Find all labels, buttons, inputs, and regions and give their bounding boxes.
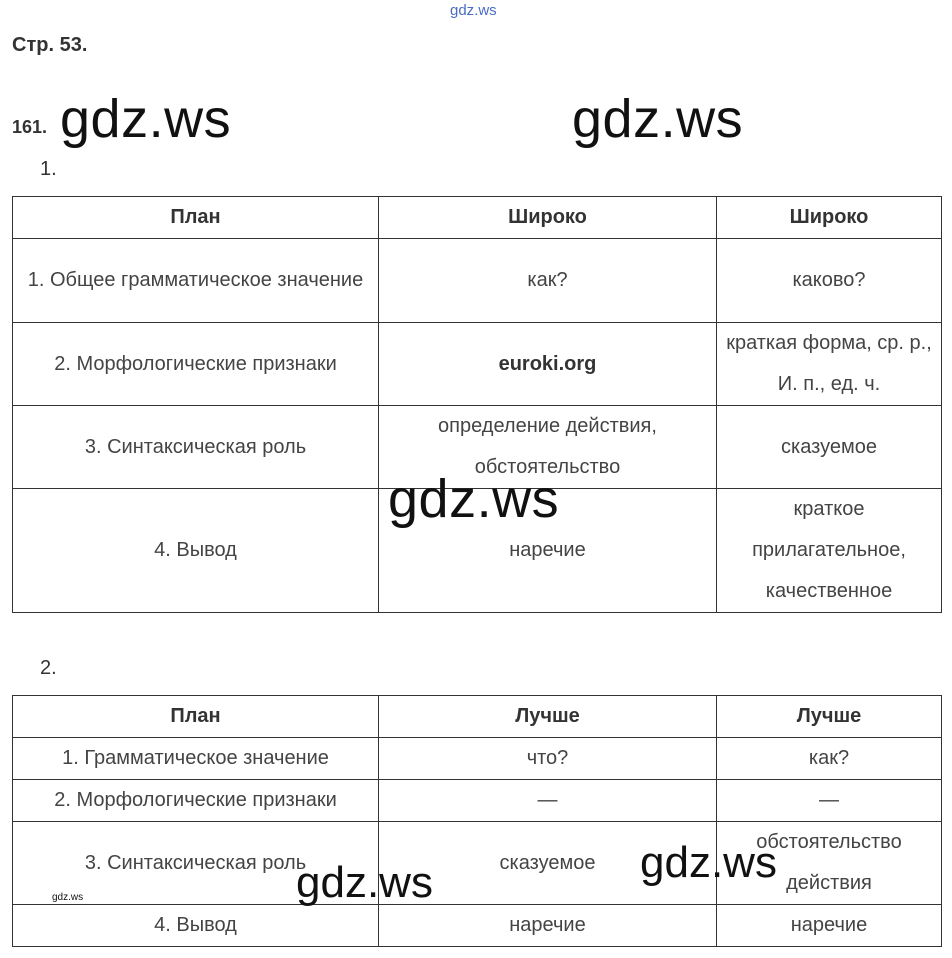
cell-word-1: определение действия, обстоятельство (379, 406, 717, 489)
header-plan: План (13, 696, 379, 738)
cell-word-1: наречие (379, 905, 717, 947)
watermark-center: gdz.ws (388, 469, 560, 529)
cell-word-2: — (717, 780, 942, 822)
cell-word-1: сказуемое (379, 822, 717, 905)
header-word-1: Лучше (379, 696, 717, 738)
cell-word-2: краткое прилагательное, качественное (717, 489, 942, 613)
cell-word-1 (379, 323, 717, 406)
table-row (13, 323, 942, 406)
table-header-row (13, 197, 942, 239)
cell-word-2: как? (717, 738, 942, 780)
cell-word-1: что? (379, 738, 717, 780)
cell-plan: 3. Синтаксическая роль (13, 822, 379, 905)
table-part-2 (12, 695, 942, 947)
page-reference: Стр. 53. (12, 34, 88, 56)
table-part-1 (12, 196, 942, 613)
watermark-big-right: gdz.ws (572, 89, 744, 149)
cell-plan: 4. Вывод (13, 905, 379, 947)
cell-word-1: как? (379, 239, 717, 323)
cell-plan: 1. Грамматическое значение (13, 738, 379, 780)
watermark-big-left: gdz.ws (60, 89, 232, 149)
header-word-2: Лучше (717, 696, 942, 738)
cell-word-2: наречие (717, 905, 942, 947)
header-word-1: Широко (379, 197, 717, 239)
part-2-label: 2. (40, 657, 57, 679)
watermark-tiny: gdz.ws (52, 892, 84, 903)
table-row (13, 738, 942, 780)
table-row (13, 822, 942, 905)
watermark-top: gdz.ws (450, 2, 497, 19)
table-row (13, 905, 942, 947)
cell-word-1: — (379, 780, 717, 822)
table-header-row (13, 696, 942, 738)
table-row (13, 780, 942, 822)
cell-word-2: краткая форма, ср. р., И. п., ед. ч. (717, 323, 942, 406)
cell-plan: 1. Общее грамматическое значение (13, 239, 379, 323)
cell-word-2: сказуемое (717, 406, 942, 489)
exercise-number: 161. (12, 117, 48, 137)
watermark-bottom-right: gdz.ws (640, 838, 777, 887)
part-1-label: 1. (40, 158, 57, 180)
cell-word-2: каково? (717, 239, 942, 323)
header-word-2: Широко (717, 197, 942, 239)
cell-plan: 3. Синтаксическая роль (13, 406, 379, 489)
cell-plan: 2. Морфологические признаки (13, 323, 379, 406)
header-plan: План (13, 197, 379, 239)
cell-plan: 2. Морфологические признаки (13, 780, 379, 822)
cell-word-1: наречие (379, 489, 717, 613)
cell-plan: 4. Вывод (13, 489, 379, 613)
table-row (13, 239, 942, 323)
euroki-watermark: euroki.org (498, 352, 597, 375)
cell-word-2: обстоятельство действия (717, 822, 942, 905)
watermark-bottom-left: gdz.ws (296, 858, 433, 907)
